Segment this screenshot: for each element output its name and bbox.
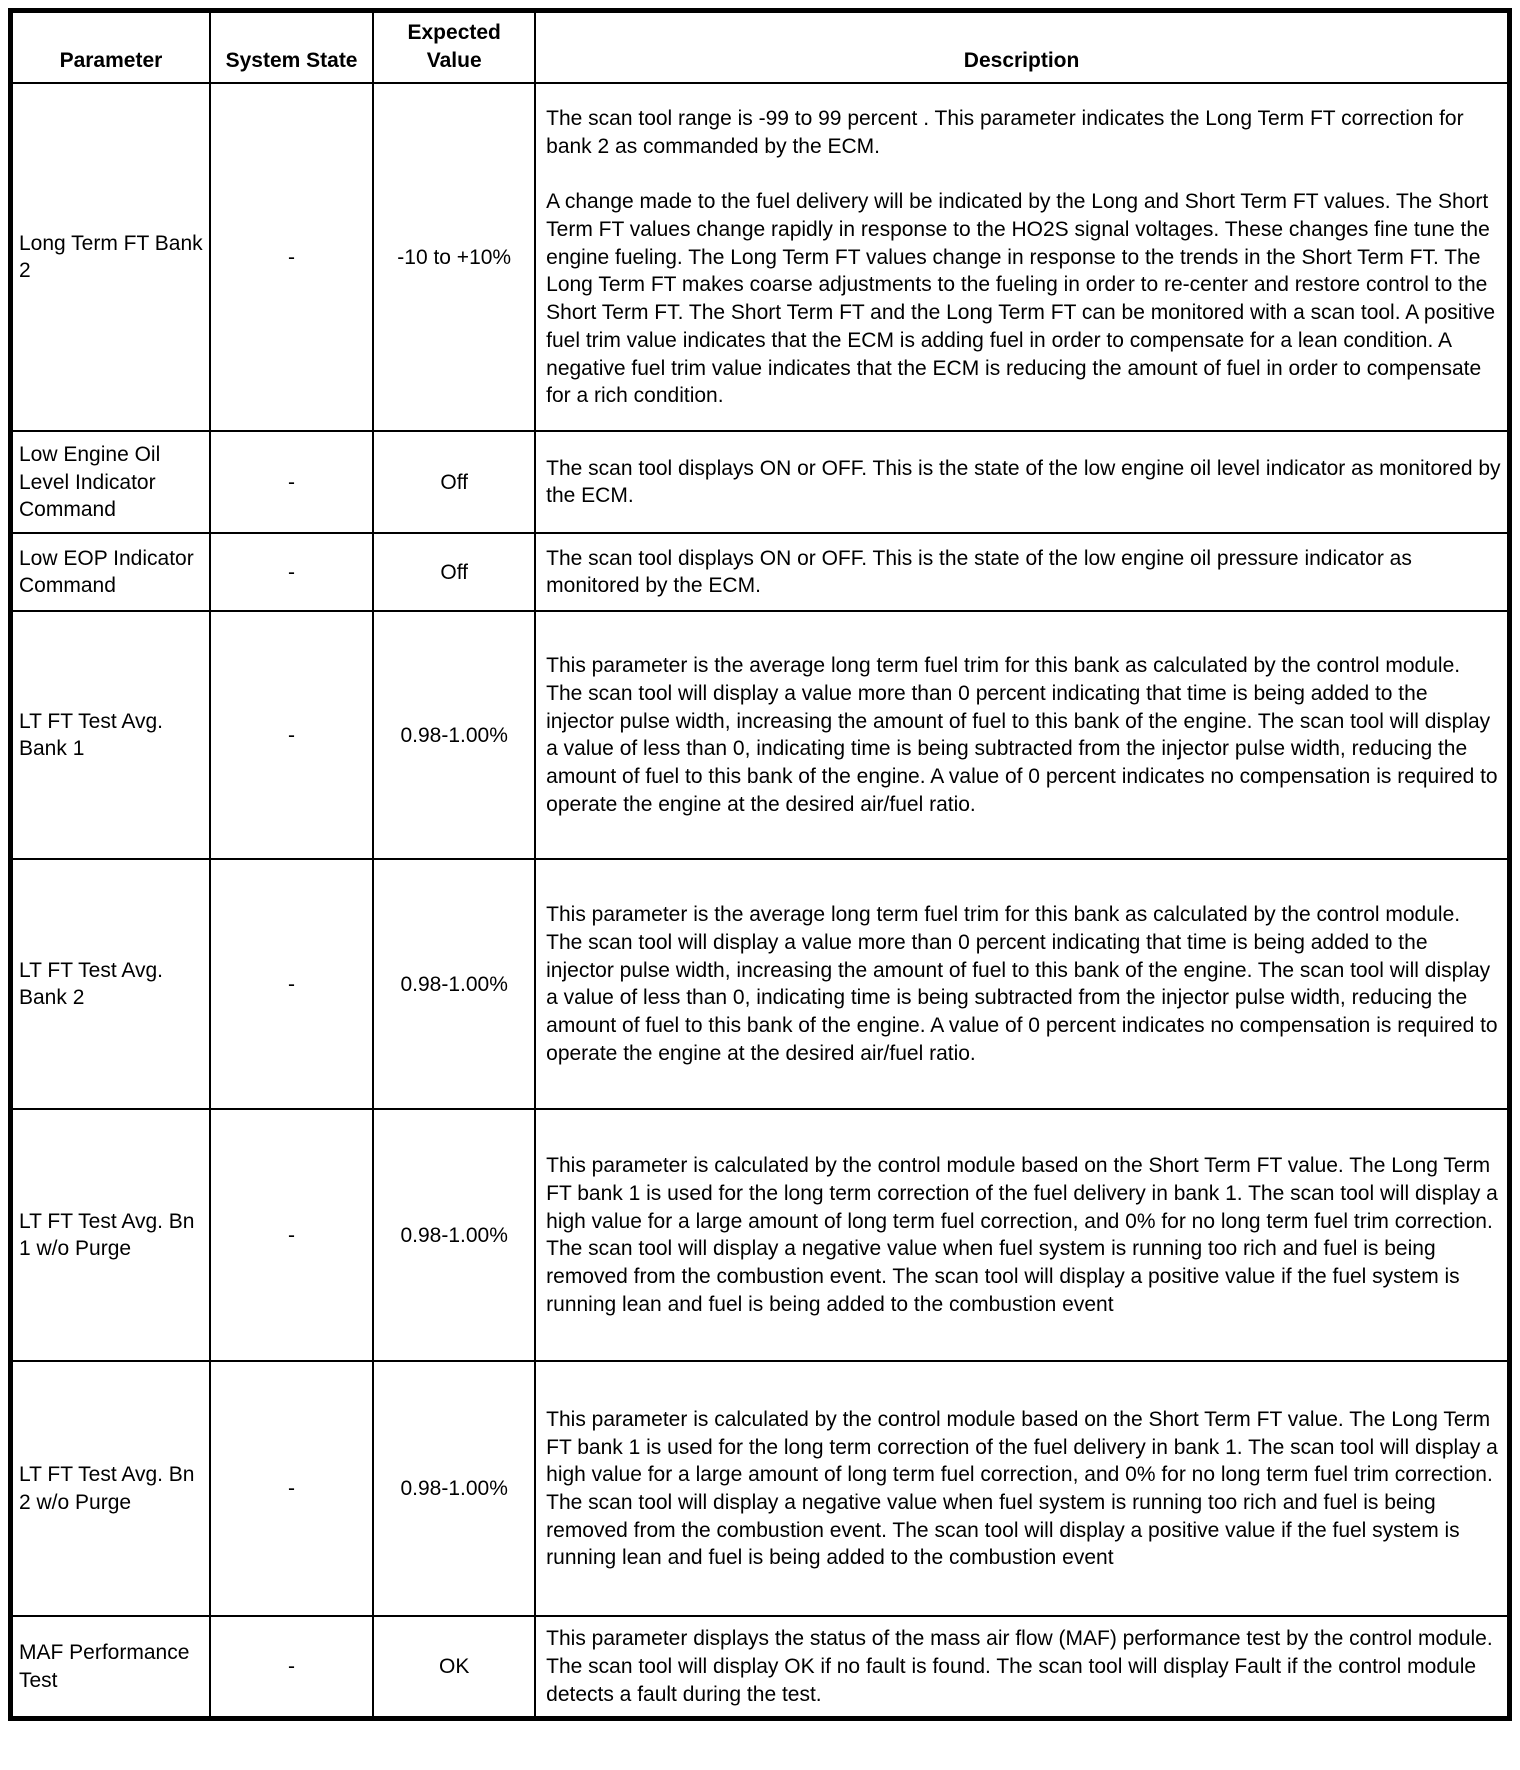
table-row [11,83,1510,431]
expected-value-cell: 0.98-1.00% [373,1109,535,1361]
system-state-cell: - [210,611,373,859]
parameter-cell: LT FT Test Avg. Bn 2 w/o Purge [11,1361,210,1616]
table-row [11,533,1510,611]
description-cell [535,1616,1509,1718]
description-cell [535,533,1509,611]
parameter-cell: Low Engine Oil Level Indicator Command [11,431,210,533]
system-state-cell: - [210,431,373,533]
table-row [11,431,1510,533]
description-paragraph: The scan tool range is -99 to 99 percent . This parameter indicates the Long Term FT correction for bank 2 as commanded by the ECM. [546,106,1464,158]
expected-value-cell: OK [373,1616,535,1718]
parameter-cell: Low EOP Indicator Command [11,533,210,611]
header-row [11,11,1510,84]
system-state-cell: - [210,1109,373,1361]
description-paragraph: This parameter is calculated by the control module based on the Short Term FT value. The Long Term FT bank 1 is used for the long term correction of the fuel delivery in bank 1. The scan tool will display a high value for a large amount of long term fuel correction, and 0% for no long term fuel trim correction. The scan tool will display a negative value when fuel system is running too rich and fuel is being removed from the combustion event. The scan tool will display a positive value if the fuel system is running lean and fuel is being added to the combustion event [546,1154,1498,1316]
expected-value-cell: Off [373,431,535,533]
parameter-cell: Long Term FT Bank 2 [11,83,210,431]
table-row [11,859,1510,1109]
parameter-cell: LT FT Test Avg. Bank 1 [11,611,210,859]
description-paragraph: This parameter is the average long term fuel trim for this bank as calculated by the control module. The scan tool will display a value more than 0 percent indicating that time is being added to the injector pulse width, increasing the amount of fuel to this bank of the engine. The scan tool will display a value of less than 0, indicating time is being subtracted from the injector pulse width, reducing the amount of fuel to this bank of the engine. A value of 0 percent indicates no compensation is required to operate the engine at the desired air/fuel ratio. [546,654,1498,816]
system-state-cell: - [210,1361,373,1616]
description-paragraph: This parameter displays the status of the mass air flow (MAF) performance test by the control module. The scan tool will display OK if no fault is found. The scan tool will display Fault if the control module detects a fault during the test. [546,1627,1493,1706]
description-cell [535,431,1509,533]
description-cell [535,1109,1509,1361]
expected-value-cell: 0.98-1.00% [373,611,535,859]
description-paragraph: A change made to the fuel delivery will be indicated by the Long and Short Term FT values. The Short Term FT values change rapidly in response to the HO2S signal voltages. These changes fine tune the engine fueling. The Long Term FT values change in response to the trends in the Short Term FT. The Long Term FT makes coarse adjustments to the fueling in order to re-center and restore control to the Short Term FT. The Short Term FT and the Long Term FT can be monitored with a scan tool. A positive fuel trim value indicates that the ECM is adding fuel in order to compensate for a lean condition. A negative fuel trim value indicates that the ECM is reducing the amount of fuel in order to compensate for a rich condition. [546,190,1496,408]
description-cell [535,1361,1509,1616]
expected-value-cell: -10 to +10% [373,83,535,431]
column-header-description: Description [535,11,1509,84]
table-row [11,611,1510,859]
description-cell [535,859,1509,1109]
column-header-expected-value: Expected Value [373,11,535,84]
table-row [11,1616,1510,1718]
description-paragraph: This parameter is the average long term fuel trim for this bank as calculated by the control module. The scan tool will display a value more than 0 percent indicating that time is being added to the injector pulse width, increasing the amount of fuel to this bank of the engine. The scan tool will display a value of less than 0, indicating time is being subtracted from the injector pulse width, reducing the amount of fuel to this bank of the engine. A value of 0 percent indicates no compensation is required to operate the engine at the desired air/fuel ratio. [546,903,1498,1065]
description-paragraph: This parameter is calculated by the control module based on the Short Term FT value. The Long Term FT bank 1 is used for the long term correction of the fuel delivery in bank 1. The scan tool will display a high value for a large amount of long term fuel correction, and 0% for no long term fuel trim correction. The scan tool will display a negative value when fuel system is running too rich and fuel is being removed from the combustion event. The scan tool will display a positive value if the fuel system is running lean and fuel is being added to the combustion event [546,1407,1498,1570]
parameter-table [8,8,1512,1721]
description-paragraph: The scan tool displays ON or OFF. This is the state of the low engine oil level indicator as monitored by the ECM. [546,456,1501,508]
expected-value-cell: Off [373,533,535,611]
description-cell [535,611,1509,859]
expected-value-cell: 0.98-1.00% [373,1361,535,1616]
system-state-cell: - [210,83,373,431]
system-state-cell: - [210,859,373,1109]
parameter-cell: MAF Performance Test [11,1616,210,1718]
table-row [11,1109,1510,1361]
column-header-system-state: System State [210,11,373,84]
system-state-cell: - [210,533,373,611]
column-header-parameter: Parameter [11,11,210,84]
expected-value-cell: 0.98-1.00% [373,859,535,1109]
description-cell [535,83,1509,431]
description-paragraph: The scan tool displays ON or OFF. This is the state of the low engine oil pressure indicator as monitored by the ECM. [546,546,1412,598]
parameter-cell: LT FT Test Avg. Bank 2 [11,859,210,1109]
system-state-cell: - [210,1616,373,1718]
table-row [11,1361,1510,1616]
parameter-cell: LT FT Test Avg. Bn 1 w/o Purge [11,1109,210,1361]
